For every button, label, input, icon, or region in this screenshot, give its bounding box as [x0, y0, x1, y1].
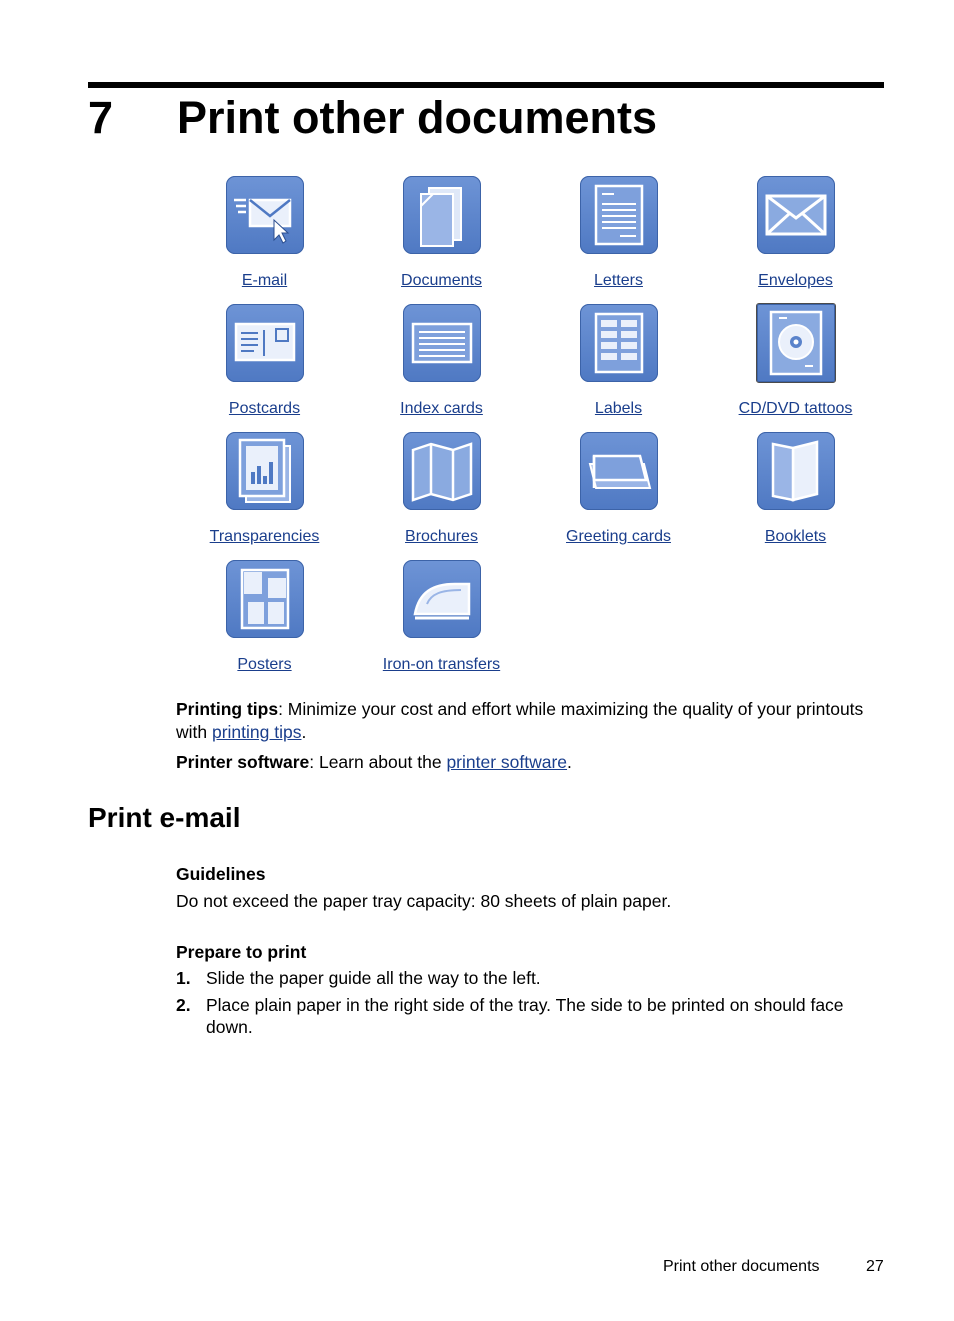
doc-item-transparencies[interactable] — [176, 432, 353, 560]
doc-label[interactable]: Labels — [594, 400, 643, 417]
doc-label[interactable]: Transparencies — [209, 528, 320, 545]
doc-label[interactable]: Letters — [594, 272, 643, 289]
doc-label[interactable]: Iron-on transfers — [382, 656, 501, 673]
step-number: 2. — [176, 995, 191, 1015]
cd-dvd-icon[interactable] — [757, 304, 835, 382]
printing-tips-link[interactable]: printing tips — [211, 722, 302, 742]
list-item — [176, 994, 886, 1038]
step-text: Slide the paper guide all the way to the left. — [206, 968, 541, 988]
chapter-rule — [88, 82, 884, 88]
printing-tips-text: : Minimize your cost and effort while maximizing the quality of your printouts with — [176, 699, 864, 742]
printer-software-label: Printer software — [176, 752, 310, 772]
doc-item-email[interactable] — [176, 176, 353, 304]
postcard-icon[interactable] — [226, 304, 304, 382]
page-number: 27 — [866, 1258, 884, 1275]
transparency-icon[interactable] — [226, 432, 304, 510]
guidelines-text: Do not exceed the paper tray capacity: 80 sheets of plain paper. — [176, 891, 672, 911]
doc-item-documents[interactable] — [353, 176, 530, 304]
iron-on-icon[interactable] — [403, 560, 481, 638]
documents-icon[interactable] — [403, 176, 481, 254]
guidelines-heading: Guidelines — [176, 864, 266, 884]
envelope-icon[interactable] — [757, 176, 835, 254]
printing-tips-label: Printing tips — [176, 699, 279, 719]
index-card-icon[interactable] — [403, 304, 481, 382]
footer-chapter-title: Print other documents — [663, 1258, 820, 1275]
doc-label[interactable]: Documents — [401, 272, 482, 289]
doc-item-envelopes[interactable] — [707, 176, 884, 304]
printer-software-link[interactable]: printer software — [446, 752, 568, 772]
step-number: 1. — [176, 968, 191, 988]
chapter-number: 7 — [88, 92, 114, 143]
doc-item-posters[interactable] — [176, 560, 353, 688]
printer-software-end: . — [567, 752, 572, 772]
email-icon[interactable] — [226, 176, 304, 254]
chapter-title: Print other documents — [177, 92, 658, 143]
doc-item-booklets[interactable] — [707, 432, 884, 560]
doc-label[interactable]: Index cards — [400, 400, 483, 417]
doc-label[interactable]: Booklets — [764, 528, 827, 545]
list-item — [176, 967, 886, 989]
poster-icon[interactable] — [226, 560, 304, 638]
printer-software-paragraph — [176, 751, 886, 774]
doc-item-index-cards[interactable] — [353, 304, 530, 432]
doc-item-greeting-cards[interactable] — [530, 432, 707, 560]
doc-label[interactable]: E-mail — [241, 272, 288, 289]
doc-label[interactable]: Posters — [237, 656, 292, 673]
printing-tips-paragraph — [176, 698, 886, 744]
doc-item-postcards[interactable] — [176, 304, 353, 432]
printer-software-text: : Learn about the — [309, 752, 447, 772]
section-title: Print e-mail — [88, 802, 241, 833]
doc-item-iron-on[interactable] — [353, 560, 530, 688]
booklet-icon[interactable] — [757, 432, 835, 510]
doc-label[interactable]: Brochures — [405, 528, 478, 545]
doc-item-brochures[interactable] — [353, 432, 530, 560]
labels-icon[interactable] — [580, 304, 658, 382]
brochure-icon[interactable] — [403, 432, 481, 510]
doc-label[interactable]: Envelopes — [758, 272, 833, 289]
letter-icon[interactable] — [580, 176, 658, 254]
doc-item-letters[interactable] — [530, 176, 707, 304]
doc-item-labels[interactable] — [530, 304, 707, 432]
printing-tips-end: . — [301, 722, 307, 742]
doc-item-cd-dvd[interactable] — [707, 304, 884, 432]
greeting-card-icon[interactable] — [580, 432, 658, 510]
step-text: Place plain paper in the right side of the tray. The side to be printed on should face down. — [206, 995, 844, 1037]
doc-label[interactable]: Greeting cards — [566, 528, 671, 545]
doc-label[interactable]: CD/DVD tattoos — [738, 400, 853, 417]
prepare-heading: Prepare to print — [176, 942, 307, 962]
doc-label[interactable]: Postcards — [228, 400, 301, 417]
